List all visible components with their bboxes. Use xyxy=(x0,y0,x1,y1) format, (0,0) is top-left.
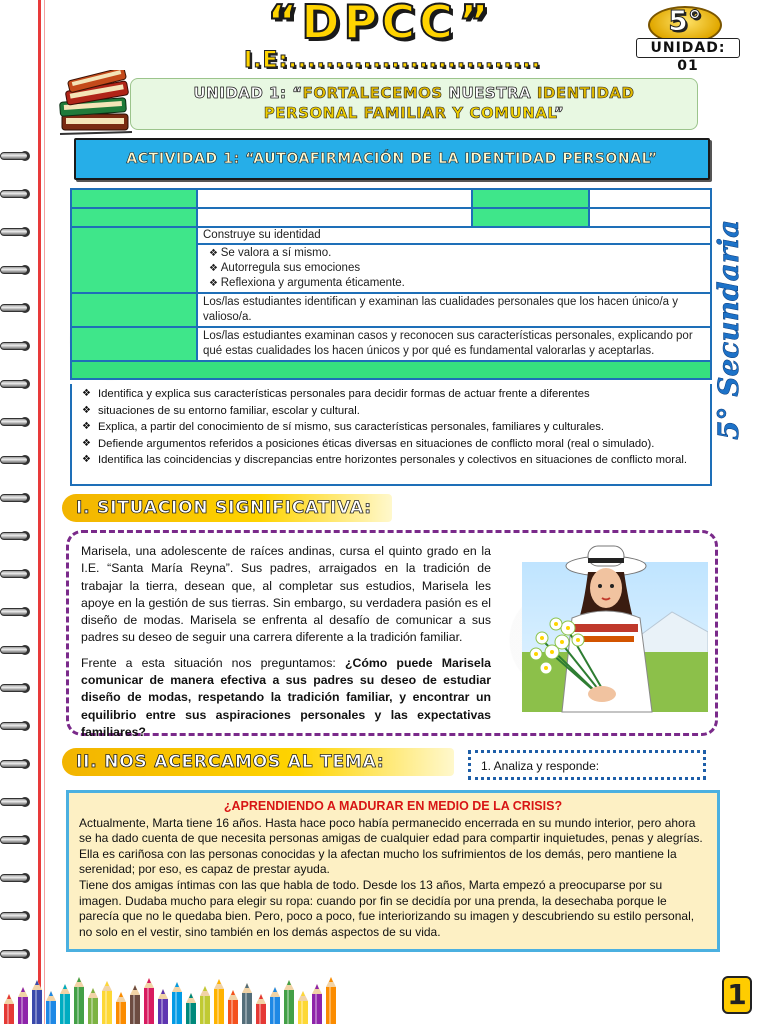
reading-title: ¿APRENDIENDO A MADURAR EN MEDIO DE LA CRISIS? xyxy=(223,799,563,813)
table-cell xyxy=(71,293,197,327)
table-cell xyxy=(71,208,197,227)
pencil xyxy=(158,989,168,1024)
competencia-cell: Construye su identidad xyxy=(197,227,711,244)
list-item: ❖ Identifica y explica sus características personales para decidir formas de actuar frente a diferentes xyxy=(82,386,702,403)
activity-info-table xyxy=(70,188,712,380)
section-2-header: II. NOS ACERCAMOS AL TEMA: xyxy=(62,748,454,776)
spiral-ring xyxy=(0,786,34,824)
pencil xyxy=(200,986,210,1024)
unit-label: UNIDAD: 01 xyxy=(636,38,740,58)
spiral-ring xyxy=(0,900,34,938)
pencil xyxy=(144,978,154,1024)
unit-word-5: FAMILIAR xyxy=(363,104,453,122)
pencil xyxy=(102,981,112,1024)
page-title: “DPCC” xyxy=(267,0,493,49)
table-row xyxy=(71,293,711,327)
pencil xyxy=(186,993,196,1024)
spiral-ring xyxy=(0,558,34,596)
list-item: ❖ Identifica las coincidencias y discrepancias entre horizontes personales y colectivos en situaciones de conflicto moral. xyxy=(82,452,702,469)
table-row xyxy=(71,361,711,379)
spiral-ring xyxy=(0,824,34,862)
spiral-ring xyxy=(0,330,34,368)
pencil xyxy=(326,977,336,1024)
spiral-ring xyxy=(0,216,34,254)
capacidades-cell xyxy=(197,244,711,293)
unit-banner-line-1 xyxy=(131,83,697,103)
table-row xyxy=(71,327,711,361)
reading-paragraph-2: Tiene dos amigas íntimas con las que habla de todo. Desde los 13 años, Marta empezó a preocuparse por su imagen. Dudaba mucho para elegir su ropa: cuando por fin se decidía por una prenda, la desechaba porque le parecía que no le quedaba bien. Pero, poco a poco, fue interiorizando su imagen y descubriendo su estilo personal, no solo en el vestir, sino también en los demás aspectos de su vida. xyxy=(79,877,695,939)
spiral-ring xyxy=(0,406,34,444)
spiral-ring xyxy=(0,292,34,330)
books-icon xyxy=(58,70,136,140)
girl-with-flowers-illustration xyxy=(522,544,708,724)
spiral-ring xyxy=(0,596,34,634)
reading-box xyxy=(66,790,720,952)
pencil xyxy=(88,988,98,1024)
pencil xyxy=(18,987,28,1024)
spiral-ring xyxy=(0,482,34,520)
pencil xyxy=(298,991,308,1024)
unit-word-1: FORTALECEMOS xyxy=(302,84,449,102)
spiral-ring xyxy=(0,368,34,406)
grade-text: 5° xyxy=(668,4,702,37)
table-cell xyxy=(589,208,711,227)
spiral-ring xyxy=(0,862,34,900)
pencil xyxy=(32,980,42,1024)
spiral-ring xyxy=(0,444,34,482)
unit-word-6: Y COMUNAL xyxy=(452,104,554,122)
analyze-prompt-box: 1. Analiza y responde: xyxy=(468,750,706,780)
unit-word-4: PERSONAL xyxy=(263,104,364,122)
spiral-ring xyxy=(0,672,34,710)
table-cell xyxy=(589,189,711,208)
criterios-header-cell xyxy=(71,361,711,379)
table-cell xyxy=(472,189,589,208)
page-number: 1 xyxy=(722,976,752,1014)
spiral-ring xyxy=(0,710,34,748)
reading-paragraph-1: Actualmente, Marta tiene 16 años. Hasta hace poco había permanecido encerrada en su mundo interior, pero ahora se ha dado cuenta de que necesita personas amigas de cualquier edad para compartir inquietudes, penas y alegrías. Ella es cariñosa con las personas conocidas y la afectan mucho los sufrimientos de los demás, pero mantiene la serenidad; por eso, es capaz de prestar ayuda. xyxy=(79,815,703,877)
pencil xyxy=(214,979,224,1024)
table-row xyxy=(71,189,711,208)
unit-banner xyxy=(130,78,698,130)
table-cell xyxy=(71,327,197,361)
pencil xyxy=(242,983,252,1024)
situation-paragraph: Marisela, una adolescente de raíces andinas, cursa el quinto grado en la I.E. “Santa María Reyna”. Sus padres, arraigados en la tradición de trabajar la tierra, desean que, al completar sus estudios, Marisela les apoye en la gestión de sus tierras. Sin embargo, su verdadera pasión es el diseño de modas. Marisela se enfrenta al desafío de comunicar a sus padres su deseo de seguir una carrera diferente a la tradición familiar. xyxy=(81,544,491,645)
pencil xyxy=(312,984,322,1024)
evidencia-cell: Los/las estudiantes examinan casos y reconocen sus características personales, explicando por qué estas cualidades los hacen únicos y por qué es fundamental valorarlas y aceptarlas. xyxy=(197,327,711,361)
section-1-header: I. SITUACION SIGNIFICATIVA: xyxy=(62,494,392,522)
list-item: ❖ situaciones de su entorno familiar, escolar y cultural. xyxy=(82,403,702,420)
capacidades-list xyxy=(203,246,705,291)
margin-line xyxy=(38,0,41,1024)
pencil xyxy=(130,985,140,1024)
proposito-cell: Los/las estudiantes identifican y examinan las cualidades personales que los hacen único/a y valioso/a. xyxy=(197,293,711,327)
pencil xyxy=(228,990,238,1024)
pencil xyxy=(116,992,126,1024)
question-intro: Frente a esta situación nos preguntamos: xyxy=(81,655,345,670)
unit-prefix: UNIDAD 1: “ xyxy=(193,84,303,102)
list-item: ❖ Se valora a sí mismo. xyxy=(209,246,705,261)
spiral-binding xyxy=(0,140,34,976)
spiral-ring xyxy=(0,140,34,178)
list-item: ❖ Defiende argumentos referidos a posiciones éticas diversas en situaciones de conflicto moral (real o simulado). xyxy=(82,436,702,453)
situation-question-paragraph xyxy=(81,655,491,741)
criterios-list xyxy=(70,384,712,486)
spiral-ring xyxy=(0,748,34,786)
unit-word-2: NUESTRA xyxy=(448,84,537,102)
unit-banner-line-2 xyxy=(131,103,697,123)
pencil xyxy=(74,977,84,1024)
colored-pencils-decoration xyxy=(0,964,340,1024)
margin-line-inner xyxy=(44,0,45,1024)
pencil xyxy=(270,987,280,1024)
situation-question: ¿Cómo puede Marisela comunicar de manera efectiva a sus padres su deseo de estudiar diseño de modas, respetando la tradición familiar, y encontrar un equilibrio entre sus aspiraciones personales y las expectativas familiares? xyxy=(81,655,491,739)
table-row xyxy=(71,208,711,227)
pencil xyxy=(4,994,14,1024)
school-field: I.E:........................... xyxy=(244,48,542,73)
pencil xyxy=(172,982,182,1024)
table-cell xyxy=(71,227,197,293)
side-label-text: 5° Secundaria xyxy=(712,219,745,440)
spiral-ring xyxy=(0,634,34,672)
pencil xyxy=(256,994,266,1024)
pencil xyxy=(284,980,294,1024)
table-row xyxy=(71,227,711,244)
table-cell xyxy=(197,208,472,227)
table-cell xyxy=(71,189,197,208)
list-item: ❖ Autorregula sus emociones xyxy=(209,261,705,276)
table-cell xyxy=(197,189,472,208)
unit-word-3: IDENTIDAD xyxy=(536,84,635,102)
unit-suffix: ” xyxy=(553,104,565,122)
spiral-ring xyxy=(0,254,34,292)
activity-banner: ACTIVIDAD 1: “AUTOAFIRMACIÓN DE LA IDENTIDAD PERSONAL” xyxy=(74,138,710,180)
spiral-ring xyxy=(0,178,34,216)
pencil xyxy=(60,984,70,1024)
list-item: ❖ Reflexiona y argumenta éticamente. xyxy=(209,276,705,291)
spiral-ring xyxy=(0,520,34,558)
list-item: ❖ Explica, a partir del conocimiento de sí mismo, sus características personales, familiares y culturales. xyxy=(82,419,702,436)
pencil xyxy=(46,991,56,1024)
table-cell xyxy=(472,208,589,227)
